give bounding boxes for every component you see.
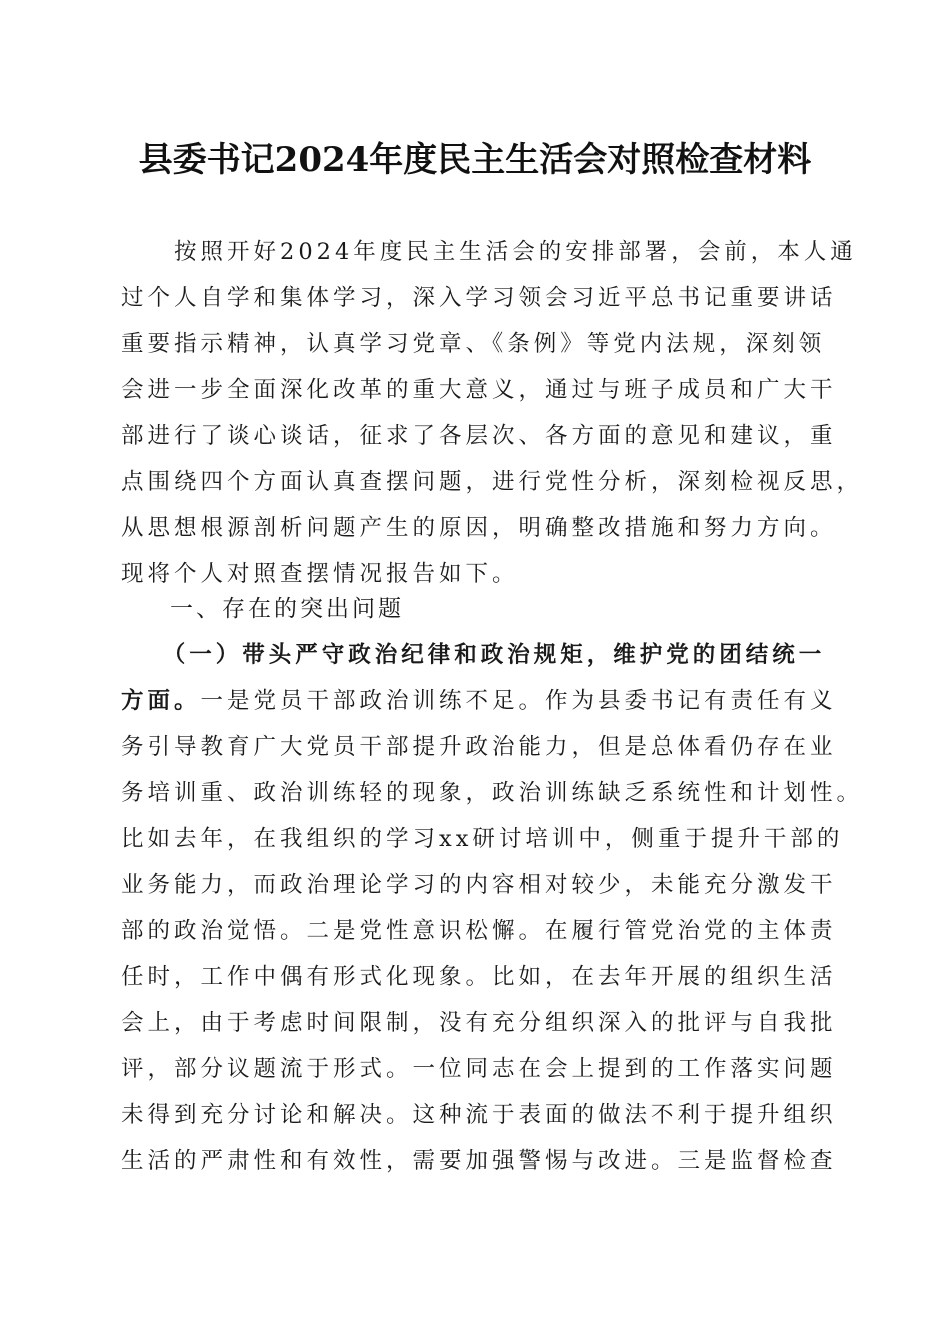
- paragraph-line: 从思想根源剖析问题产生的原因，明确整改措施和努力方向。: [121, 515, 837, 541]
- paragraph-line: 重要指示精神，认真学习党章、《条例》等党内法规，深刻领: [121, 331, 826, 357]
- paragraph-line: 过个人自学和集体学习，深入学习领会习近平总书记重要讲话: [121, 285, 837, 311]
- paragraph-line: 生活的严肃性和有效性，需要加强警惕与改进。三是监督检查: [121, 1148, 837, 1174]
- paragraph-line: 会上，由于考虑时间限制，没有充分组织深入的批评与自我批: [121, 1010, 837, 1036]
- subsection-paragraph: [121, 632, 864, 1184]
- paragraph-line: 点围绕四个方面认真查摆问题，进行党性分析，深刻检视反思，: [121, 469, 864, 495]
- paragraph-line: 务引导教育广大党员干部提升政治能力，但是总体看仍存在业: [121, 734, 837, 760]
- paragraph-line: 评，部分议题流于形式。一位同志在会上提到的工作落实问题: [121, 1056, 837, 1082]
- paragraph-line: 部进行了谈心谈话，征求了各层次、各方面的意见和建议，重: [121, 423, 837, 449]
- paragraph-line: 会进一步全面深化改革的重大意义，通过与班子成员和广大干: [121, 377, 837, 403]
- paragraph-line: 业务能力，而政治理论学习的内容相对较少，未能充分激发干: [121, 872, 837, 898]
- paragraph-line: 务培训重、政治训练轻的现象，政治训练缺乏系统性和计划性。: [121, 780, 864, 806]
- subsection-heading-end: 方面。: [121, 688, 201, 714]
- subsection-heading-line: （一）带头严守政治纪律和政治规矩，维护党的团结统一: [121, 642, 826, 668]
- paragraph-line-rest: 一是党员干部政治训练不足。作为县委书记有责任有义: [200, 688, 837, 714]
- paragraph-line: 比如去年，在我组织的学习xx研讨培训中，侧重于提升干部的: [121, 826, 844, 852]
- paragraph-line: 任时，工作中偶有形式化现象。比如，在去年开展的组织生活: [121, 964, 837, 990]
- document-title: 县委书记2024年度民主生活会对照检查材料: [138, 140, 812, 180]
- intro-paragraph: [121, 229, 864, 597]
- paragraph-line: 按照开好2024年度民主生活会的安排部署，会前，本人通: [121, 239, 857, 265]
- paragraph-line: [121, 678, 841, 724]
- paragraph-line: 部的政治觉悟。二是党性意识松懈。在履行管党治党的主体责: [121, 918, 837, 944]
- section-heading: 一、存在的突出问题: [170, 596, 404, 622]
- paragraph-line: 现将个人对照查摆情况报告如下。: [121, 561, 519, 587]
- paragraph-line: 未得到充分讨论和解决。这种流于表面的做法不利于提升组织: [121, 1102, 837, 1128]
